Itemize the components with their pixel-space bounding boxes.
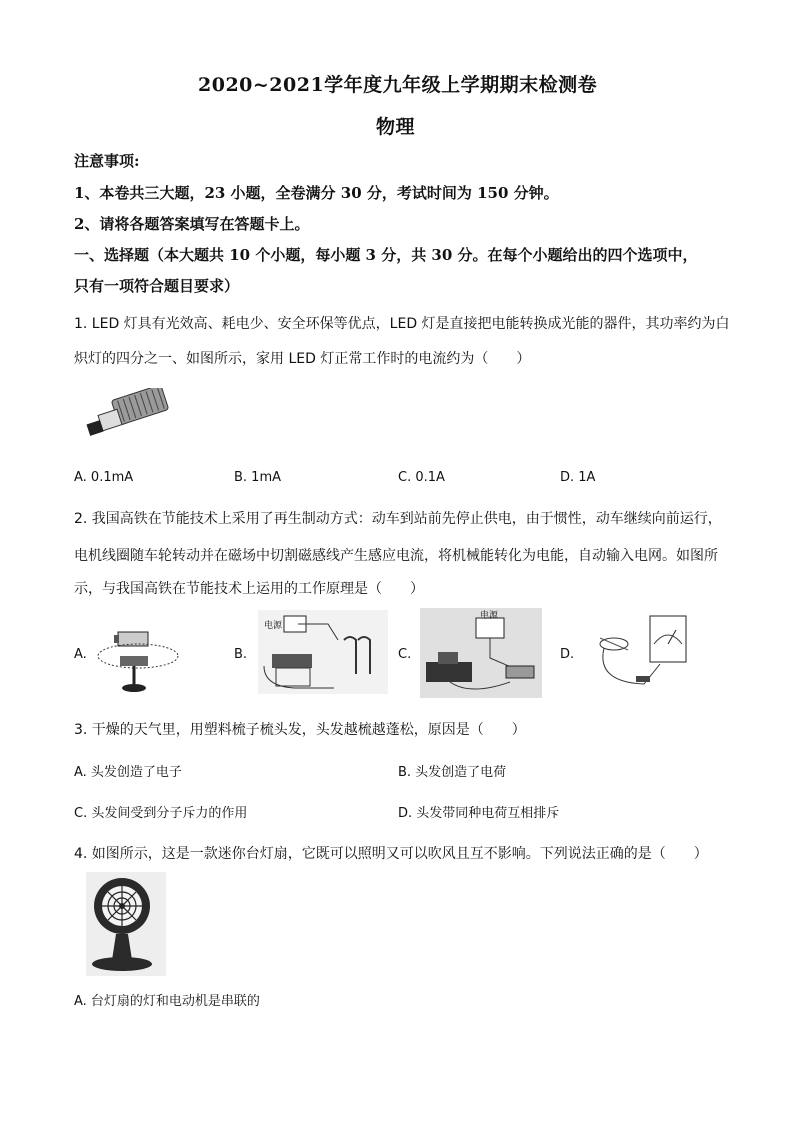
q1-text-line1: 1. LED 灯具有光效高、耗电少、安全环保等优点，LED 灯是直接把电能转换成光能的器件，其功率约为白 [74,316,730,332]
exam-title: 2020~2021学年度九年级上学期期末检测卷 [198,74,598,96]
section1-heading-line2: 只有一项符合题目要求） [74,277,240,295]
q3-option-d: D. 头发带同种电荷互相排斥 [398,806,560,821]
q1-option-d: D. 1A [560,470,596,485]
q1-option-a: A. 0.1mA [74,470,134,485]
q2-option-d-diagram [590,614,690,694]
q2-option-d: D. [560,647,575,662]
q2-option-b: B. [234,647,248,662]
q3-option-a: A. 头发创造了电子 [74,765,182,780]
led-bulb-image [84,388,172,446]
svg-text:电源: 电源 [264,621,283,631]
q1-option-c: C. 0.1A [398,470,445,485]
q1-option-b: B. 1mA [234,470,282,485]
q2-option-a-diagram [92,620,184,696]
q4-text-line1: 4. 如图所示，这是一款迷你台灯扇，它既可以照明又可以吹风且互不影响。下列说法正确的是（ ） [74,846,708,862]
q2-text-line3: 示，与我国高铁在节能技术上运用的工作原理是（ ） [74,581,424,597]
q3-option-c: C. 头发间受到分子斥力的作用 [74,806,248,821]
q2-option-c-diagram [420,608,542,698]
q3-option-b: B. 头发创造了电荷 [398,765,507,780]
q2-option-a: A. [74,647,87,662]
q3-text-line1: 3. 干燥的天气里，用塑料梳子梳头发，头发越梳越蓬松，原因是（ ） [74,722,526,738]
notice-item-1: 1、本卷共三大题，23 小题，全卷满分 30 分，考试时间为 150 分钟。 [74,184,559,202]
q2-text-line1: 2. 我国高铁在节能技术上采用了再生制动方式：动车到站前先停止供电，由于惯性，动车继续向前运行， [74,511,722,527]
section1-heading-line1: 一、选择题（本大题共 10 个小题，每小题 3 分，共 30 分。在每个小题给出的四个选项中， [74,246,698,264]
subject-title: 物理 [376,116,416,138]
notice-item-2: 2、请将各题答案填写在答题卡上。 [74,215,310,233]
q2-option-b-diagram [258,610,388,694]
q2-option-c: C. [398,647,412,662]
q1-text-line2: 炽灯的四分之一、如图所示，家用 LED 灯正常工作时的电流约为（ ） [74,351,531,367]
svg-text:电源: 电源 [480,611,499,621]
notice-heading: 注意事项: [74,152,140,170]
q4-option-a: A. 台灯扇的灯和电动机是串联的 [74,994,260,1009]
desk-fan-lamp-image [86,872,166,976]
q2-text-line2: 电机线圈随车轮转动并在磁场中切割磁感线产生感应电流，将机械能转化为电能，自动输入电网。如图所 [74,548,718,564]
